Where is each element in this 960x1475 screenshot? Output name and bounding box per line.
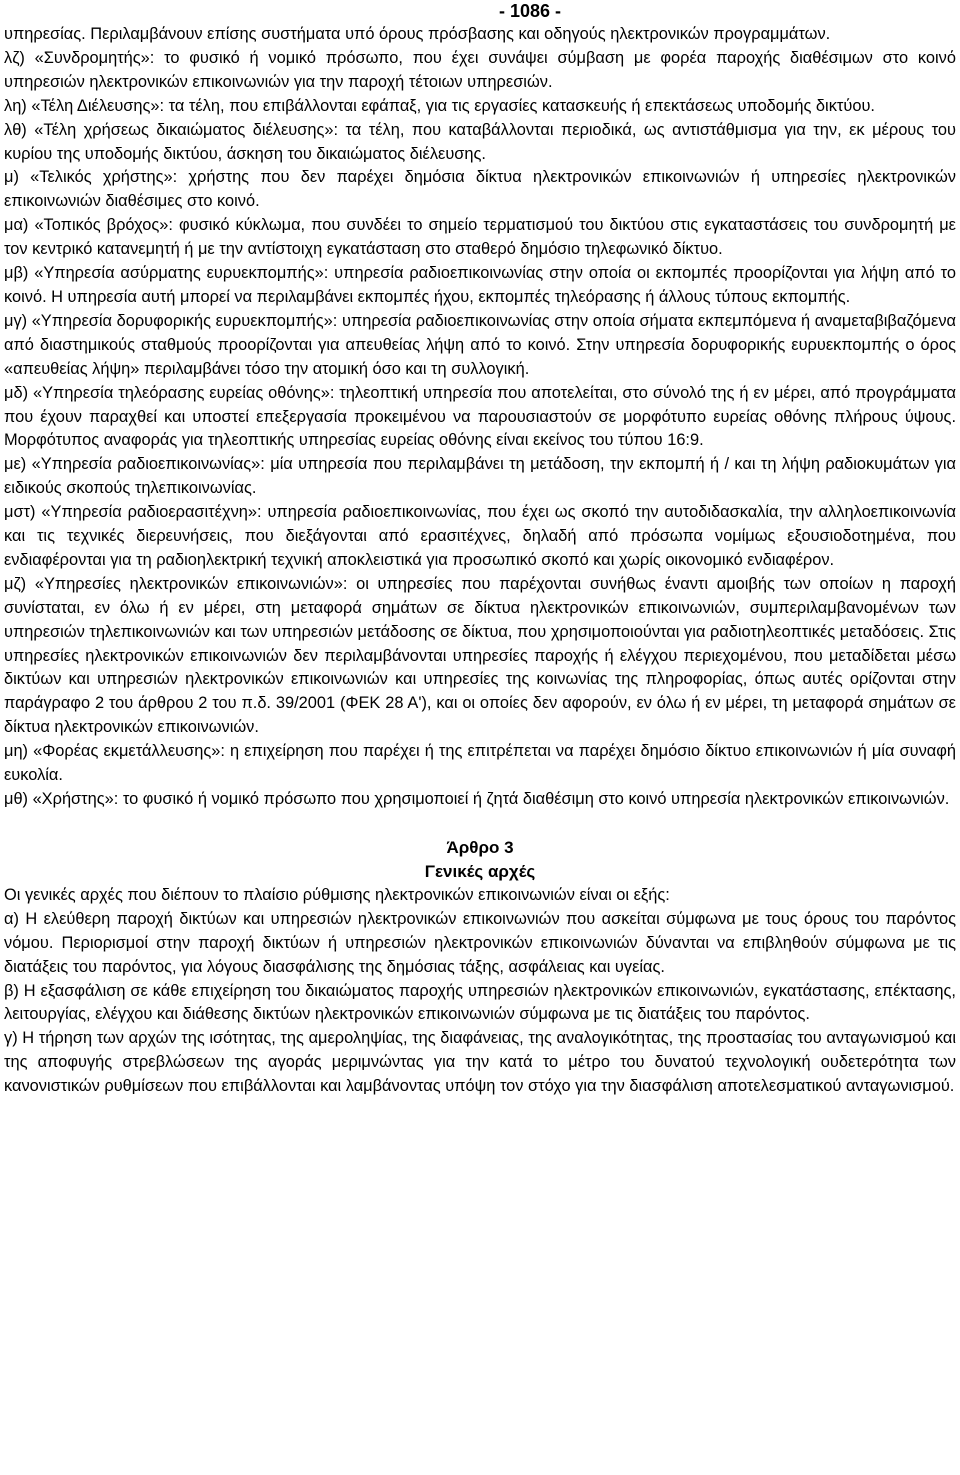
article-title: Γενικές αρχές (424, 861, 536, 881)
definition-operator: μη) «Φορέας εκμετάλλευσης»: η επιχείρηση που παρέχει ή της επιτρέπεται να παρέχει δημόσιο δίκτυο επικοινωνιών ή μία συναφή ευκολία. (4, 742, 956, 785)
document-page (4, 0, 956, 1099)
article-principle-b: β) Η εξασφάλιση σε κάθε επιχείρηση του δικαιώματος παροχής υπηρεσιών ηλεκτρονικών επικοινωνιών, εγκατάστασης, επέκτασης, λειτουργίας, ελέγχου και διάθεσης δικτύων ηλεκτρονικών επικοινωνιών σύμφωνα με τις διατάξεις του παρόντος. (4, 981, 956, 1024)
definition-electronic-communications-services: μζ) «Υπηρεσίες ηλεκτρονικών επικοινωνιών»: οι υπηρεσίες που παρέχονται συνήθως έναντι αμοιβής των οποίων η παροχή συνίσταται, εν όλω ή εν μέρει, στη μεταφορά σημάτων σε δίκτυα ηλεκτρονικών επικοινωνιών, συμπεριλαμβανομένων των υπηρεσιών τηλεπικοινωνιών και των υπηρεσιών μετάδοσης σε δίκτυα, που χρησιμοποιούνται για ραδιοτηλεοπτικές μεταδόσεις. Στις υπηρεσίες ηλεκτρονικών επικοινωνιών δεν περιλαμβάνονται υπηρεσίες παροχής ή ελέγχου περιεχομένου, που μεταδίδεται μέσω δικτύων και υπηρεσιών ηλεκτρονικών επικοινωνιών και υπηρεσίες της κοινωνίας της πληροφορίας, όπως αυτές ορίζονται στην παράγραφο 2 του άρθρου 2 του π.δ. 39/2001 (ΦΕΚ 28 Α'), και οι οποίες δεν αφορούν, εν όλω ή εν μέρει, τη μεταφορά σημάτων σε δίκτυα ηλεκτρονικών επικοινωνιών. (4, 574, 956, 737)
definition-subscriber: λζ) «Συνδρομητής»: το φυσικό ή νομικό πρόσωπο, που έχει συνάψει σύμβαση με φορέα παροχής διαθέσιμων στο κοινό υπηρεσιών ηλεκτρονικών επικοινωνιών για την παροχή τέτοιων υπηρεσιών. (4, 48, 956, 91)
definition-local-loop: μα) «Τοπικός βρόχος»: φυσικό κύκλωμα, που συνδέει το σημείο τερματισμού του δικτύου στις εγκαταστάσεις του συνδρομητή με τον κεντρικό κατανεμητή ή με την αντίστοιχη εγκατάσταση στο σταθερό δημόσιο τηλεφωνικό δίκτυο. (4, 216, 956, 259)
article-number: Άρθρο 3 (446, 837, 514, 857)
definition-satellite-broadcast: μγ) «Υπηρεσία δορυφορικής ευρυεκπομπής»: υπηρεσία ραδιοεπικοινωνίας στην οποία σήματα εκπεμπόμενα ή αναμεταβιβαζόμενα από διαστημικούς σταθμούς προορίζονται για απευθείας λήψη από το κοινό. Στην υπηρεσία δορυφορικής ευρυεκπομπής ο όρος «απευθείας λήψη» περιλαμβάνει τόσο την ατομική όσο και τη συλλογική. (4, 311, 956, 378)
definition-continuation: υπηρεσίας. Περιλαμβάνουν επίσης συστήματα υπό όρους πρόσβασης και οδηγούς ηλεκτρονικών προγραμμάτων. (4, 25, 831, 43)
definition-passage-fees: λη) «Τέλη Διέλευσης»: τα τέλη, που επιβάλλονται εφάπαξ, για τις εργασίες κατασκευής ή επεκτάσεως υποδομής δικτύου. (4, 96, 875, 115)
page-number: - 1086 - (498, 1, 562, 21)
definition-user: μθ) «Χρήστης»: το φυσικό ή νομικό πρόσωπο που χρησιμοποιεί ή ζητά διαθέσιμη στο κοινό υπηρεσία ηλεκτρονικών επικοινωνιών. (4, 790, 950, 808)
definition-widescreen-tv: μδ) «Υπηρεσία τηλεόρασης ευρείας οθόνης»: τηλεοπτική υπηρεσία που αποτελείται, στο σύνολό της ή εν μέρει, από προγράμματα που έχουν παραχθεί και υποστεί επεξεργασία προκειμένου να παρουσιαστούν σε μορφότυπο ευρείας οθόνης πλήρους ύψους. Μορφότυπος αναφοράς για τηλεοπτικής υπηρεσίας ευρείας οθόνης είναι εκείνος του τύπου 16:9. (4, 383, 956, 450)
definition-wireless-broadcast: μβ) «Υπηρεσία ασύρματης ευρυεκπομπής»: υπηρεσία ραδιοεπικοινωνίας στην οποία οι εκπομπές προορίζονται για λήψη από το κοινό. Η υπηρεσία αυτή μπορεί να περιλαμβάνει εκπομπές ήχου, εκπομπές τηλεόρασης ή άλλους τύπους εκπομπής. (4, 264, 956, 306)
article-section (4, 836, 956, 1099)
article-intro: Οι γενικές αρχές που διέπουν το πλαίσιο ρύθμισης ηλεκτρονικών επικοινωνιών είναι οι εξής: (4, 885, 670, 904)
article-principle-a: α) Η ελεύθερη παροχή δικτύων και υπηρεσιών ηλεκτρονικών επικοινωνιών που ασκείται σύμφωνα με τους όρους του παρόντος νόμου. Περιορισμοί στην παροχή δικτύων ή υπηρεσιών ηλεκτρονικών επικοινωνιών δύνανται να επιβληθούν σύμφωνα με τις διατάξεις του παρόντος, για λόγους διασφάλισης της δημόσιας τάξης, ασφάλειας και υγείας. (4, 909, 956, 976)
article-principle-c: γ) Η τήρηση των αρχών της ισότητας, της αμεροληψίας, της διαφάνειας, της αναλογικότητας, της προστασίας του ανταγωνισμού και της αποφυγής στρεβλώσεων της αγοράς μεριμνώντας για την κατά το μέτρο του δυνατού τεχνολογική ουδετερότητα των κανονιστικών ρυθμίσεων που επιβάλλονται και λαμβάνοντας υπόψη τον στόχο για την διασφάλιση αποτελεσματικού ανταγωνισμού. (4, 1029, 956, 1096)
definition-right-of-way-fees: λθ) «Τέλη χρήσεως δικαιώματος διέλευσης»: τα τέλη, που καταβάλλονται περιοδικά, ως αντιστάθμισμα για την, εκ μέρους του κυρίου της υποδομής δικτύου, άσκηση του δικαιώματος διέλευσης. (4, 120, 956, 163)
definition-amateur-radio: μστ) «Υπηρεσία ραδιοερασιτέχνη»: υπηρεσία ραδιοεπικοινωνίας, που έχει ως σκοπό την αυτοδιδασκαλία, την αλληλοεπικοινωνία και τις τεχνικές διερευνήσεις, που διεξάγονται από ερασιτέχνες, δηλαδή από πρόσωπα νομίμως εξουσιοδοτημένα, που ενδιαφέρονται για τη ραδιοηλεκτρική τεχνική αποκλειστικά για προσωπικό σκοπό και χωρίς οικονομικό ενδιαφέρον. (4, 503, 956, 569)
definitions-section (4, 23, 956, 812)
section-spacer (4, 812, 956, 836)
definition-end-user: μ) «Τελικός χρήστης»: χρήστης που δεν παρέχει δημόσια δίκτυα ηλεκτρονικών επικοινωνιών ή υπηρεσίες ηλεκτρονικών επικοινωνιών διαθέσιμες στο κοινό. (4, 168, 956, 211)
definition-radiocommunication: με) «Υπηρεσία ραδιοεπικοινωνίας»: μία υπηρεσία που περιλαμβάνει τη μετάδοση, την εκπομπή ή / και τη λήψη ραδιοκυμάτων για ειδικούς σκοπούς τηλεπικοινωνίας. (4, 455, 956, 498)
